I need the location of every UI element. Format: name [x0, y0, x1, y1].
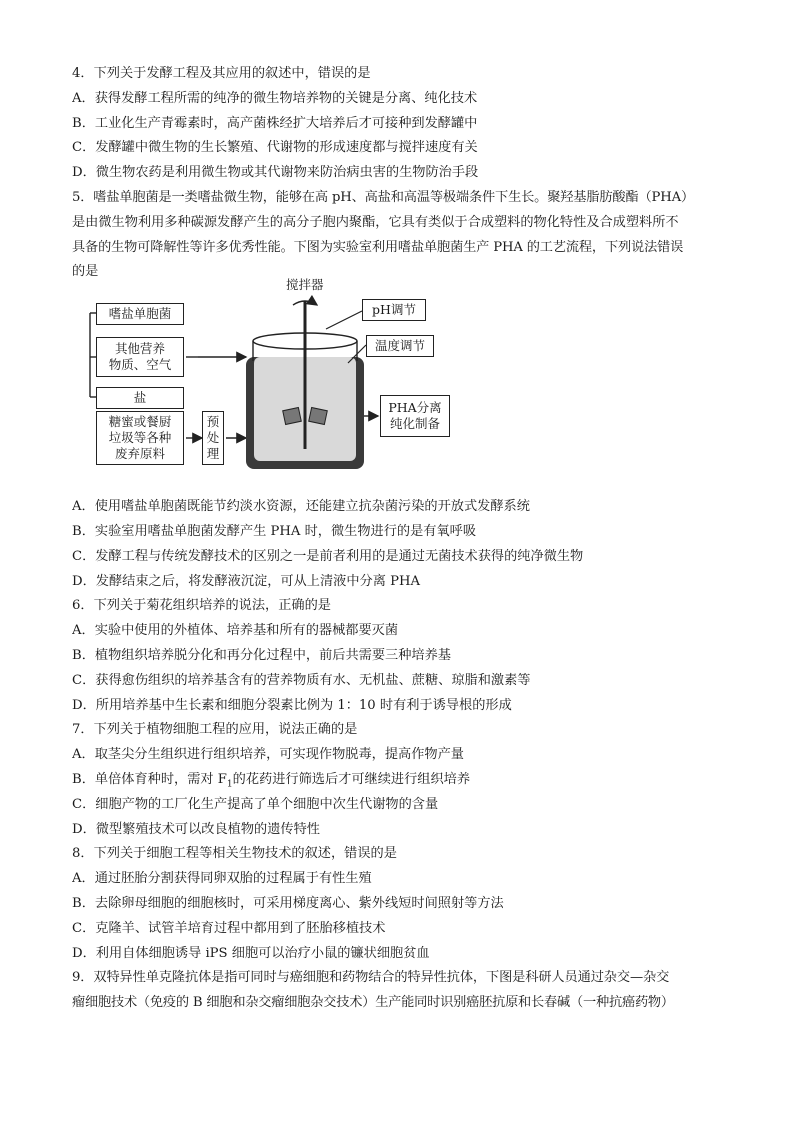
- pha-label-1: PHA分离: [388, 400, 442, 416]
- option-a: A．取茎尖分生组织进行组织培养，可实现作物脱毒，提高作物产量: [72, 747, 464, 763]
- question-stem: 4．下列关于发酵工程及其应用的叙述中，错误的是: [72, 66, 371, 81]
- halophile-box: [96, 303, 184, 325]
- halophile-label: 嗜盐单胞菌: [108, 306, 172, 322]
- option-c: C．克隆羊、试管羊培育过程中都用到了胚胎移植技术: [72, 920, 386, 936]
- question-stem: 7．下列关于植物细胞工程的应用，说法正确的是: [72, 722, 358, 738]
- question-stem-line: 的是: [72, 264, 99, 280]
- option-b: B．实验室用嗜盐单胞菌发酵产生 PHA 时，微生物进行的是有氧呼吸: [72, 523, 477, 539]
- salt-box: [96, 387, 184, 409]
- nutrients-box: [96, 337, 184, 377]
- question-stem-line: 9．双特异性单克隆抗体是指可同时与癌细胞和药物结合的特异性抗体，下图是科研人员通过杂交—杂交: [72, 970, 670, 986]
- question-5: [72, 186, 732, 594]
- option-b-text-rest: 的花药进行筛选后才可继续进行组织培养: [232, 771, 471, 787]
- nutrients-label-1: 其他营养: [114, 341, 165, 357]
- option-b: B．工业化生产青霉素时，高产菌株经扩大培养后才可接种到发酵罐中: [72, 115, 478, 131]
- option-b: B．植物组织培养脱分化和再分化过程中，前后共需要三种培养基: [72, 647, 451, 663]
- option-d: D．所用培养基中生长素和细胞分裂素比例为 1：10 时有利于诱导根的形成: [72, 697, 512, 713]
- temperature-control-box: [366, 335, 434, 357]
- pha-process-diagram: [86, 277, 506, 491]
- option-a: A．通过胚胎分割获得同卵双胎的过程属于有性生殖: [72, 871, 372, 887]
- question-7: [72, 718, 732, 842]
- option-a: A．使用嗜盐单胞菌既能节约淡水资源，还能建立抗杂菌污染的开放式发酵系统: [72, 499, 530, 515]
- question-stem-line: 瘤细胞技术（免疫的 B 细胞和杂交瘤细胞杂交技术）生产能同时识别癌胚抗原和长春碱（一种抗癌药物）: [72, 995, 674, 1011]
- option-d: D．利用自体细胞诱导 iPS 细胞可以治疗小鼠的镰状细胞贫血: [72, 945, 430, 961]
- question-8: [72, 842, 732, 966]
- question-stem-line: 具备的生物可降解性等许多优秀性能。下图为实验室利用嗜盐单胞菌生产 PHA 的工艺流程，下列说法错误: [72, 239, 684, 255]
- pretreat-label-3: 理: [206, 446, 220, 462]
- stirrer-label: 搅拌器: [286, 277, 324, 293]
- nutrients-label-2: 物质、空气: [108, 357, 172, 373]
- question-4: [72, 62, 732, 186]
- option-c: C．获得愈伤组织的培养基含有的营养物质有水、无机盐、蔗糖、琼脂和激素等: [72, 672, 531, 688]
- pretreat-label-2: 处: [206, 430, 220, 446]
- question-stem: 6．下列关于菊花组织培养的说法，正确的是: [72, 598, 331, 614]
- option-b-text: B．单倍体育种时，需对 F: [72, 771, 227, 787]
- option-a: A．获得发酵工程所需的纯净的微生物培养物的关键是分离、纯化技术: [72, 90, 478, 106]
- question-9: [72, 966, 732, 1016]
- ph-control-label: pH调节: [372, 302, 416, 318]
- waste-label-1: 糖蜜或餐厨: [108, 414, 172, 430]
- f1-subscript: 1: [226, 779, 233, 790]
- pha-purification-box: [380, 395, 450, 437]
- waste-label-3: 废弃原料: [114, 446, 165, 462]
- pretreat-label-1: 预: [206, 414, 220, 430]
- question-stem: 8．下列关于细胞工程等相关生物技术的叙述，错误的是: [72, 846, 397, 862]
- temperature-control-label: 温度调节: [374, 338, 425, 354]
- option-d: D．发酵结束之后，将发酵液沉淀，可从上清液中分离 PHA: [72, 573, 420, 589]
- question-6: [72, 594, 732, 718]
- exam-page: [72, 62, 732, 1016]
- option-b: [72, 768, 732, 793]
- option-c: C．细胞产物的工厂化生产提高了单个细胞中次生代谢物的含量: [72, 796, 439, 812]
- waste-label-2: 垃圾等各种: [108, 430, 172, 446]
- waste-box: [96, 411, 184, 465]
- question-stem-line: 是由微生物利用多种碳源发酵产生的高分子胞内聚酯，它具有类似于合成塑料的物化特性及合成塑料所不: [72, 214, 679, 230]
- question-stem-line: 5．嗜盐单胞菌是一类嗜盐微生物，能够在高 pH、高盐和高温等极端条件下生长。聚羟基脂肪酸酯（PHA）: [72, 189, 694, 205]
- option-c: C．发酵工程与传统发酵技术的区别之一是前者利用的是通过无菌技术获得的纯净微生物: [72, 548, 584, 564]
- option-c: C．发酵罐中微生物的生长繁殖、代谢物的形成速度都与搅拌速度有关: [72, 140, 478, 156]
- ph-control-box: [362, 299, 426, 321]
- pha-label-2: 纯化制备: [389, 416, 440, 432]
- salt-label: 盐: [133, 390, 147, 406]
- option-d: D．微生物农药是利用微生物或其代谢物来防治病虫害的生物防治手段: [72, 165, 479, 181]
- option-b: B．去除卵母细胞的细胞核时，可采用梯度离心、紫外线短时间照射等方法: [72, 895, 504, 911]
- pretreatment-box: [202, 411, 224, 465]
- option-d: D．微型繁殖技术可以改良植物的遗传特性: [72, 821, 320, 837]
- option-a: A．实验中使用的外植体、培养基和所有的器械都要灭菌: [72, 623, 399, 639]
